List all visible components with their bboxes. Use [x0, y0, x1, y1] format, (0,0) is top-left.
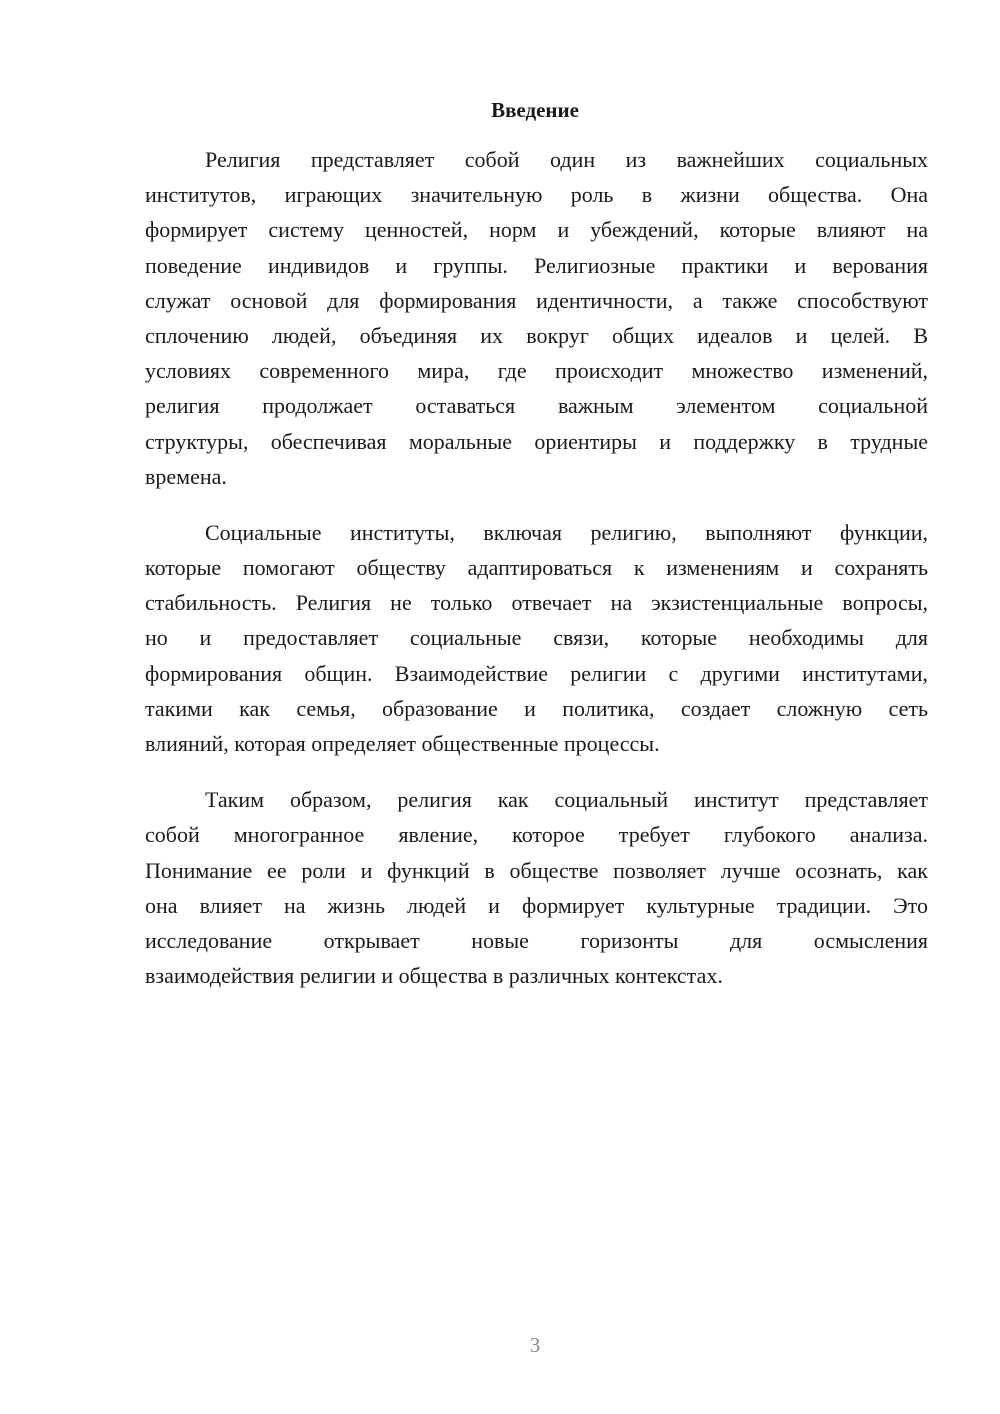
text-line: но и предоставляет социальные связи, которые необходимы для [145, 625, 928, 651]
text-line: такими как семья, образование и политика, создает сложную сеть [145, 695, 928, 721]
page-number: 3 [529, 1333, 541, 1357]
text-line: служат основой для формирования идентичности, а также способствуют [145, 287, 928, 313]
text-line: структуры, обеспечивая моральные ориентиры и поддержку в трудные [145, 428, 928, 454]
text-line: Понимание ее роли и функций в обществе позволяет лучше осознать, как [145, 857, 928, 883]
text-line: влияний, которая определяет общественные процессы. [145, 731, 660, 756]
document-body [145, 142, 928, 1014]
text-line: религия продолжает оставаться важным элементом социальной [145, 393, 928, 419]
text-line: которые помогают обществу адаптироваться к изменениям и сохранять [145, 555, 928, 581]
text-line: Таким образом, религия как социальный институт представляет [205, 787, 928, 813]
text-line: условиях современного мира, где происходит множество изменений, [145, 358, 928, 384]
text-line: взаимодействия религии и общества в различных контекстах. [145, 963, 723, 989]
text-line: собой многогранное явление, которое требует глубокого анализа. [145, 822, 928, 848]
text-line: институтов, играющих значительную роль в жизни общества. Она [145, 182, 928, 208]
text-line: стабильность. Религия не только отвечает на экзистенциальные вопросы, [145, 590, 928, 616]
text-line: формирует систему ценностей, норм и убеждений, которые влияют на [145, 217, 928, 243]
text-line: формирования общин. Взаимодействие религии с другими институтами, [145, 660, 928, 686]
paragraph [145, 782, 928, 993]
text-line: Социальные институты, включая религию, выполняют функции, [205, 519, 928, 545]
text-line: сплочению людей, объединяя их вокруг общих идеалов и целей. В [145, 322, 928, 348]
paragraph [145, 515, 928, 761]
text-line: она влияет на жизнь людей и формирует культурные традиции. Это [145, 892, 928, 918]
text-line: времена. [145, 463, 227, 489]
text-line: поведение индивидов и группы. Религиозные практики и верования [145, 252, 928, 278]
section-title: Введение [491, 98, 579, 122]
text-line: исследование открывает новые горизонты для осмысления [145, 927, 928, 953]
text-line: Религия представляет собой один из важнейших социальных [205, 147, 928, 172]
paragraph [145, 142, 928, 494]
